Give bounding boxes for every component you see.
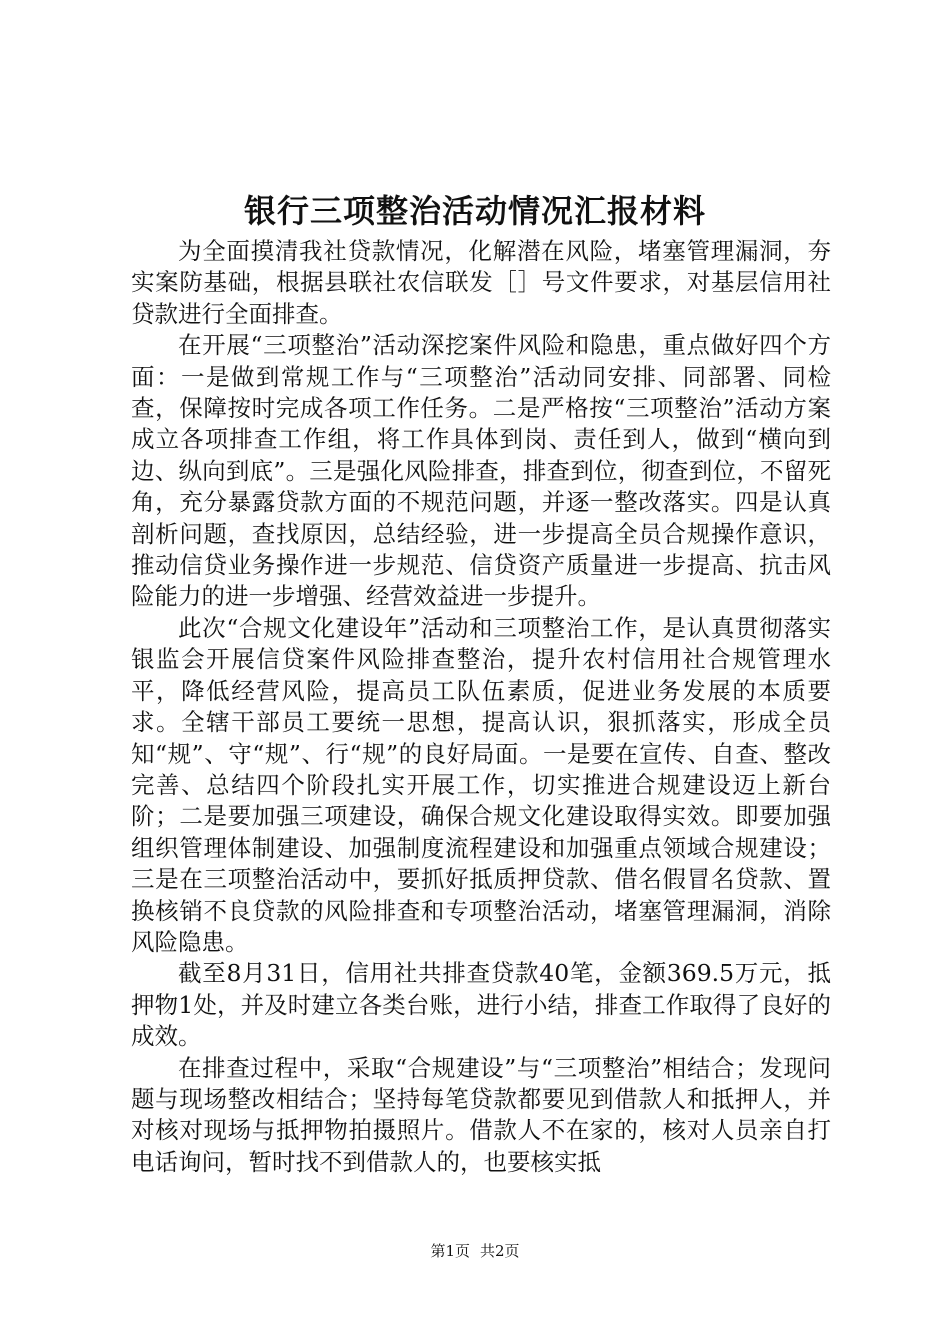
page-number-current: 第1页 [430, 1242, 470, 1260]
paragraph-1: 为全面摸清我社贷款情况，化解潜在风险，堵塞管理漏洞，夯实案防基础，根据县联社农信联发［］号文件要求，对基层信用社贷款进行全面排查。 [131, 237, 831, 328]
document-body [131, 236, 831, 1178]
paragraph-5: 在排查过程中，采取“合规建设”与“三项整治”相结合；发现问题与现场整改相结合；坚持每笔贷款都要见到借款人和抵押人，并对核对现场与抵押物拍摄照片。借款人不在家的，核对人员亲自打电话询问，暂时找不到借款人的，也要核实抵 [131, 1053, 831, 1176]
paragraph-3: 此次“合规文化建设年”活动和三项整治工作，是认真贯彻落实银监会开展信贷案件风险排查整治，提升农村信用社合规管理水平，降低经营风险，提高员工队伍素质，促进业务发展的本质要求。全辖干部员工要统一思想，提高认识，狠抓落实，形成全员知“规”、守“规”、行“规”的良好局面。一是要在宣传、自查、整改完善、总结四个阶段扎实开展工作，切实推进合规建设迈上新台阶；二是要加强三项建设，确保合规文化建设取得实效。即要加强组织管理体制建设、加强制度流程建设和加强重点领域合规建设；三是在三项整治活动中，要抓好抵质押贷款、借名假冒名贷款、置换核销不良贷款的风险排查和专项整治活动，堵塞管理漏洞，消除风险隐患。 [131, 613, 831, 956]
paragraph-2: 在开展“三项整治”活动深挖案件风险和隐患，重点做好四个方面：一是做到常规工作与“三项整治”活动同安排、同部署、同检查，保障按时完成各项工作任务。二是严格按“三项整治”活动方案成立各项排查工作组，将工作具体到岗、责任到人，做到“横向到边、纵向到底”。三是强化风险排查，排查到位，彻查到位，不留死角，充分暴露贷款方面的不规范问题，并逐一整改落实。四是认真剖析问题，查找原因，总结经验，进一步提高全员合规操作意识，推动信贷业务操作进一步规范、信贷资产质量进一步提高、抗击风险能力的进一步增强、经营效益进一步提升。 [131, 331, 831, 611]
page-number-total: 共2页 [480, 1242, 520, 1260]
paragraph-4: 截至8月31日，信用社共排查贷款40笔，金额369.5万元，抵押物1处，并及时建立各类台账，进行小结，排查工作取得了良好的成效。 [131, 959, 831, 1051]
page-footer [0, 1240, 950, 1262]
document-title: 银行三项整治活动情况汇报材料 [243, 192, 706, 230]
